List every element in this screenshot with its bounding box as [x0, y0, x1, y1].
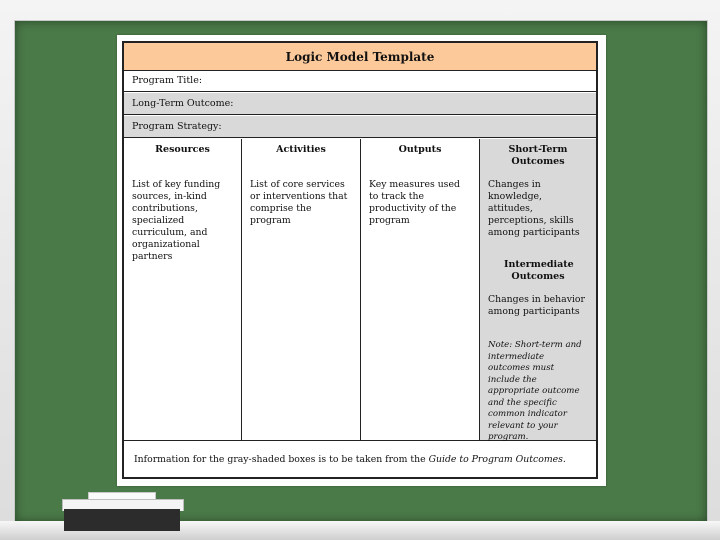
- activities-column: [242, 139, 361, 440]
- outputs-column: [361, 139, 480, 440]
- template-title: Logic Model Template: [124, 43, 596, 71]
- logic-model-table: [122, 41, 598, 479]
- outputs-heading: Outputs: [398, 144, 442, 155]
- outcomes-note: Note: Short-term and intermediate outcomes must include the appropriate outcome and the specific common indicator relevant to your program.: [488, 340, 582, 442]
- intermediate-outcomes-body: Changes in behavior among participants: [488, 294, 585, 317]
- logic-model-sheet: [117, 35, 606, 486]
- outcomes-column: [480, 139, 596, 440]
- short-term-outcomes-body: Changes in knowledge, attitudes, perceptions, skills among participants: [488, 179, 580, 238]
- resources-column: [124, 139, 242, 440]
- program-title-label: Program Title:: [132, 75, 203, 86]
- eraser-block: [64, 509, 180, 531]
- long-term-outcome-row: [124, 93, 596, 115]
- resources-heading: Resources: [155, 144, 210, 155]
- outputs-body: Key measures used to track the productivity of the program: [369, 179, 460, 226]
- short-term-outcomes-heading: Short-Term Outcomes: [508, 144, 568, 167]
- program-strategy-row: [124, 116, 596, 138]
- logic-model-columns: [124, 139, 596, 441]
- footer-note: [124, 441, 596, 477]
- intermediate-outcomes-heading: Intermediate Outcomes: [504, 259, 574, 282]
- long-term-outcome-label: Long-Term Outcome:: [132, 98, 234, 109]
- footer-prefix: Information for the gray-shaded boxes is to be taken from the: [134, 453, 429, 465]
- program-strategy-label: Program Strategy:: [132, 121, 222, 132]
- footer-guide-title: Guide to Program Outcomes: [428, 453, 563, 465]
- activities-body: List of core services or interventions that comprise the program: [250, 179, 348, 226]
- footer-suffix: .: [562, 453, 566, 465]
- resources-body: List of key funding sources, in-kind contributions, specialized curriculum, and organizational partners: [132, 179, 221, 262]
- activities-heading: Activities: [276, 144, 326, 155]
- program-title-row: [124, 70, 596, 92]
